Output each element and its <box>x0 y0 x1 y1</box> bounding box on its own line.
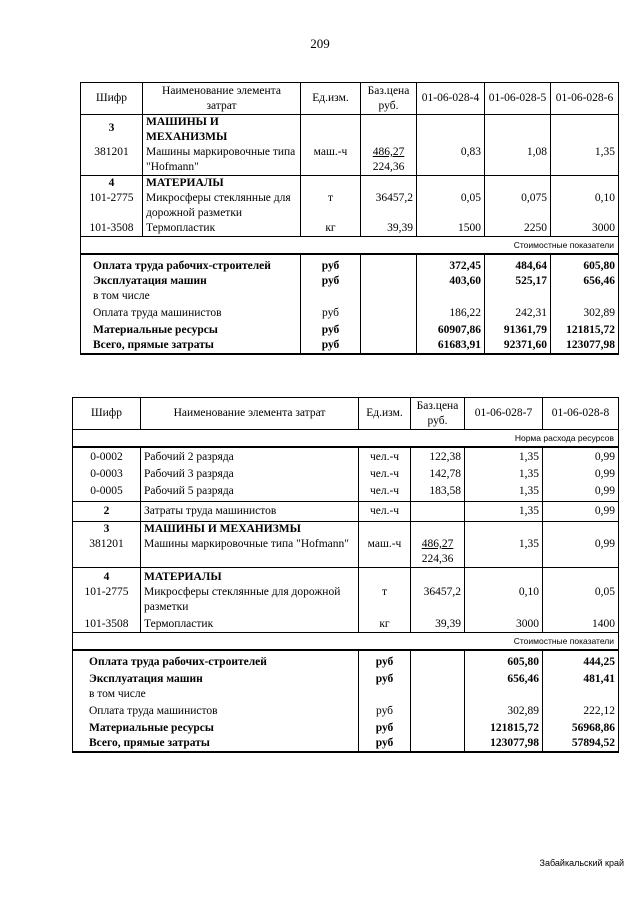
cost-caption: Стоимостные показатели <box>73 633 619 651</box>
row-value: 1,35 <box>465 447 543 465</box>
table-row <box>73 615 619 633</box>
row-value: 0,99 <box>543 502 619 522</box>
row-value: 1,08 <box>485 145 551 176</box>
cost-value: 56968,86 <box>543 719 619 736</box>
row-unit: чел.-ч <box>359 502 411 522</box>
row-price-secondary: 224,36 <box>421 553 454 565</box>
table-row <box>81 289 619 304</box>
cost-name: Оплата труда рабочих-строителей <box>73 650 359 670</box>
cost-name: в том числе <box>73 687 359 702</box>
section-title: МАШИНЫ И МЕХАНИЗМЫ <box>143 115 301 146</box>
cost-unit: руб <box>301 254 361 274</box>
table-row <box>73 650 619 670</box>
header-code: Шифр <box>81 83 143 115</box>
cost-value: 91361,79 <box>485 321 551 338</box>
row-code: 101-3508 <box>81 221 143 237</box>
cost-value: 57894,52 <box>543 736 619 752</box>
cost-unit: руб <box>359 670 411 687</box>
row-value: 0,99 <box>543 447 619 465</box>
cost-value: 222,12 <box>543 702 619 719</box>
row-price: 486,27 <box>372 146 405 158</box>
row-price: 39,39 <box>361 221 417 237</box>
row-name: Микросферы стеклянные для дорожной разметки <box>141 585 359 615</box>
header-price: Баз.цена руб. <box>411 398 465 430</box>
section-title: МАТЕРИАЛЫ <box>143 176 301 192</box>
table-row <box>73 702 619 719</box>
row-unit: т <box>359 585 411 615</box>
row-value: 0,075 <box>485 191 551 221</box>
row-unit: кг <box>301 221 361 237</box>
table-row <box>81 254 619 274</box>
cost-value: 372,45 <box>417 254 485 274</box>
cost-value: 525,17 <box>485 274 551 289</box>
header-name: Наименование элемента затрат <box>143 83 301 115</box>
row-name: Термопластик <box>141 615 359 633</box>
table-2 <box>72 397 619 753</box>
cost-value: 656,46 <box>465 670 543 687</box>
table-row <box>73 465 619 482</box>
cost-value: 121815,72 <box>551 321 619 338</box>
cost-name: Всего, прямые затраты <box>73 736 359 752</box>
cost-unit: руб <box>301 304 361 321</box>
cost-name: Всего, прямые затраты <box>81 338 301 354</box>
row-name: Рабочий 2 разряда <box>141 447 359 465</box>
footer-region: Забайкальский край <box>539 858 624 868</box>
table-row <box>73 537 619 568</box>
row-code: 101-3508 <box>73 615 141 633</box>
row-name: Рабочий 3 разряда <box>141 465 359 482</box>
cost-value: 123077,98 <box>465 736 543 752</box>
section-title: МАТЕРИАЛЫ <box>141 568 359 586</box>
cost-name: Материальные ресурсы <box>73 719 359 736</box>
header-price: Баз.цена руб. <box>361 83 417 115</box>
row-code: 0-0002 <box>73 447 141 465</box>
cost-unit: руб <box>301 274 361 289</box>
row-code: 381201 <box>81 145 143 176</box>
header-unit: Ед.изм. <box>301 83 361 115</box>
row-value: 1500 <box>417 221 485 237</box>
row-name: Затраты труда машинистов <box>141 502 359 522</box>
table-row <box>81 237 619 255</box>
row-value: 0,99 <box>543 537 619 568</box>
header-col-5: 01-06-028-5 <box>485 83 551 115</box>
row-price: 39,39 <box>411 615 465 633</box>
cost-value: 481,41 <box>543 670 619 687</box>
row-value: 0,10 <box>551 191 619 221</box>
row-code: 381201 <box>73 537 141 568</box>
table-row <box>73 430 619 448</box>
table-row <box>81 338 619 354</box>
row-value: 0,10 <box>465 585 543 615</box>
row-code: 101-2775 <box>73 585 141 615</box>
cost-unit: руб <box>359 702 411 719</box>
header-col-7: 01-06-028-7 <box>465 398 543 430</box>
cost-value: 484,64 <box>485 254 551 274</box>
cost-value: 242,31 <box>485 304 551 321</box>
row-unit: чел.-ч <box>359 465 411 482</box>
cost-value: 656,46 <box>551 274 619 289</box>
row-value: 0,99 <box>543 465 619 482</box>
row-name: Машины маркировочные типа "Hofmann" <box>141 537 359 568</box>
row-value: 1,35 <box>551 145 619 176</box>
section-code: 4 <box>81 176 143 192</box>
table-row <box>73 687 619 702</box>
header-code: Шифр <box>73 398 141 430</box>
row-value: 1400 <box>543 615 619 633</box>
table-row <box>81 221 619 237</box>
row-price: 36457,2 <box>411 585 465 615</box>
cost-value: 444,25 <box>543 650 619 670</box>
header-col-8: 01-06-028-8 <box>543 398 619 430</box>
section-code: 3 <box>73 522 141 538</box>
table-row <box>73 522 619 538</box>
row-unit: кг <box>359 615 411 633</box>
cost-name: Материальные ресурсы <box>81 321 301 338</box>
header-name: Наименование элемента затрат <box>141 398 359 430</box>
row-unit: т <box>301 191 361 221</box>
cost-value: 605,80 <box>465 650 543 670</box>
row-code: 2 <box>73 502 141 522</box>
cost-name: Оплата труда рабочих-строителей <box>81 254 301 274</box>
row-price: 122,38 <box>411 447 465 465</box>
cost-value: 60907,86 <box>417 321 485 338</box>
section-title: МАШИНЫ И МЕХАНИЗМЫ <box>141 522 359 538</box>
table-row <box>73 633 619 651</box>
table-row <box>73 568 619 586</box>
row-unit: маш.-ч <box>359 537 411 568</box>
cost-name: Эксплуатация машин <box>73 670 359 687</box>
section-code: 4 <box>73 568 141 586</box>
table-row <box>81 115 619 146</box>
row-name: Машины маркировочные типа "Hofmann" <box>143 145 301 176</box>
cost-name: в том числе <box>81 289 301 304</box>
table-row <box>73 736 619 752</box>
row-price: 142,78 <box>411 465 465 482</box>
row-name: Микросферы стеклянные для дорожной разметки <box>143 191 301 221</box>
table-row <box>81 321 619 338</box>
row-value: 2250 <box>485 221 551 237</box>
cost-value: 302,89 <box>551 304 619 321</box>
row-value: 1,35 <box>465 482 543 502</box>
row-name: Рабочий 5 разряда <box>141 482 359 502</box>
table-row <box>81 191 619 221</box>
row-value: 3000 <box>551 221 619 237</box>
row-name: Термопластик <box>143 221 301 237</box>
row-unit: чел.-ч <box>359 482 411 502</box>
row-code: 0-0005 <box>73 482 141 502</box>
row-unit: маш.-ч <box>301 145 361 176</box>
header-col-6: 01-06-028-6 <box>551 83 619 115</box>
table-row <box>81 176 619 192</box>
table-row <box>81 274 619 289</box>
row-value: 0,05 <box>417 191 485 221</box>
row-code: 101-2775 <box>81 191 143 221</box>
row-price: 486,27 <box>421 538 454 550</box>
row-value: 1,35 <box>465 502 543 522</box>
cost-value: 403,60 <box>417 274 485 289</box>
row-price: 36457,2 <box>361 191 417 221</box>
cost-caption: Стоимостные показатели <box>81 237 619 255</box>
header-col-4: 01-06-028-4 <box>417 83 485 115</box>
cost-value: 123077,98 <box>551 338 619 354</box>
cost-value: 61683,91 <box>417 338 485 354</box>
cost-unit: руб <box>301 338 361 354</box>
row-price: 183,58 <box>411 482 465 502</box>
row-price-secondary: 224,36 <box>372 161 405 173</box>
table-row <box>73 585 619 615</box>
cost-name: Оплата труда машинистов <box>81 304 301 321</box>
row-value: 0,99 <box>543 482 619 502</box>
cost-value: 605,80 <box>551 254 619 274</box>
cost-unit: руб <box>359 650 411 670</box>
row-value: 0,83 <box>417 145 485 176</box>
header-unit: Ед.изм. <box>359 398 411 430</box>
row-unit: чел.-ч <box>359 447 411 465</box>
cost-unit: руб <box>359 719 411 736</box>
table-1 <box>80 82 619 355</box>
table-row <box>81 304 619 321</box>
table-row <box>73 447 619 465</box>
section-code: 3 <box>81 115 143 146</box>
cost-value: 121815,72 <box>465 719 543 736</box>
table-row <box>73 670 619 687</box>
cost-unit: руб <box>301 321 361 338</box>
row-code: 0-0003 <box>73 465 141 482</box>
norm-caption: Норма расхода ресурсов <box>73 430 619 448</box>
row-value: 1,35 <box>465 537 543 568</box>
table-row <box>81 145 619 176</box>
cost-name: Эксплуатация машин <box>81 274 301 289</box>
cost-name: Оплата труда машинистов <box>73 702 359 719</box>
row-value: 0,05 <box>543 585 619 615</box>
row-value: 1,35 <box>465 465 543 482</box>
cost-value: 302,89 <box>465 702 543 719</box>
cost-value: 92371,60 <box>485 338 551 354</box>
cost-value: 186,22 <box>417 304 485 321</box>
table-row <box>73 719 619 736</box>
table-row <box>73 502 619 522</box>
row-value: 3000 <box>465 615 543 633</box>
page-number: 209 <box>310 36 330 51</box>
cost-unit: руб <box>359 736 411 752</box>
table-row <box>73 482 619 502</box>
